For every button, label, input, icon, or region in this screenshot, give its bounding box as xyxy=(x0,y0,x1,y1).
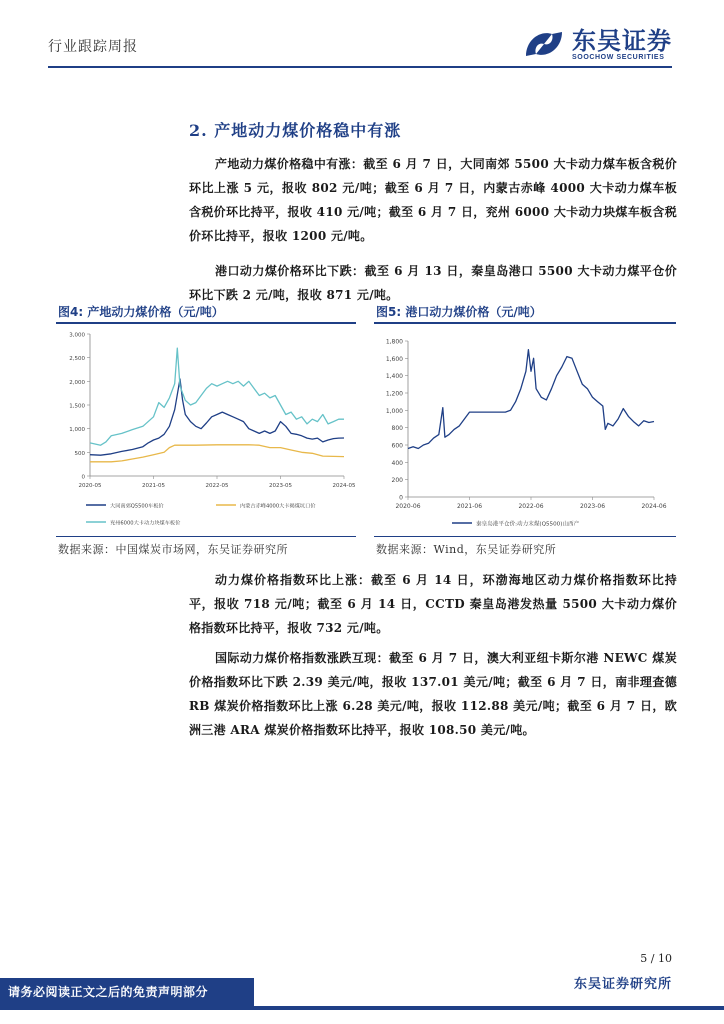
chart5-y-tick-label: 200 xyxy=(391,477,403,485)
origin-coal-price-chart xyxy=(56,326,362,532)
chart5-y-tick-label: 1,200 xyxy=(385,390,403,398)
disclaimer-banner: 请务必阅读正文之后的免责声明部分 xyxy=(0,978,254,1006)
chart5-x-tick-label: 2020-06 xyxy=(395,503,421,510)
chart4-legend-label-2: 内蒙古赤峰4000大卡褐煤坑口价 xyxy=(240,503,316,510)
figure-5-bottom-rule xyxy=(374,536,676,537)
figure-4-top-rule xyxy=(56,322,356,324)
chart4-legend-label-3: 兖州6000大卡动力块煤车板价 xyxy=(110,520,181,527)
chart5-x-tick-label: 2022-06 xyxy=(518,503,544,510)
header-rule xyxy=(48,66,672,68)
brand-logo xyxy=(522,26,672,62)
chart5-y-tick-label: 800 xyxy=(391,425,403,433)
chart4-x-tick-label: 2020-05 xyxy=(78,483,102,489)
chart5-x-tick-label: 2023-06 xyxy=(579,503,606,510)
origin-coal-price-chart-svg xyxy=(56,326,362,532)
paragraph-international-price: 国际动力煤价格指数涨跌互现：截至 6 月 7 日，澳大利亚纽卡斯尔港 NEWC 煤炭价格指数环比下跌 2.39 美元/吨，报收 137.01 美元/吨；截至 6 月 7 日，南非理查德 RB 煤炭价格指数环比上涨 6.28 美元/吨，报收 112.88 美元/吨；截至 6 月 7 日，欧洲三港 ARA 煤炭价格指数环比持平，报收 108.50 美元/吨。 xyxy=(189,651,677,737)
soochow-logo-icon xyxy=(522,26,566,62)
chart4-series-line-1 xyxy=(90,379,344,455)
chart5-y-tick-label: 1,400 xyxy=(385,373,403,381)
brand-name-cn: 东吴证券 xyxy=(572,26,672,55)
chart4-x-tick-label: 2022-05 xyxy=(205,483,229,489)
port-coal-price-chart xyxy=(374,326,676,532)
chart4-y-tick-label: 0 xyxy=(81,474,85,481)
paragraph-port-price: 港口动力煤价格环比下跌：截至 6 月 13 日，秦皇岛港口 5500 大卡动力煤平仓价环比下跌 2 元/吨，报收 871 元/吨。 xyxy=(189,264,677,302)
chart4-y-tick-label: 1,500 xyxy=(69,403,85,410)
paragraph-origin-price: 产地动力煤价格稳中有涨：截至 6 月 7 日，大同南郊 5500 大卡动力煤车板含税价环比上涨 5 元，报收 802 元/吨；截至 6 月 7 日，内蒙古赤峰 4000 大卡动力煤车板含税价环比持平，报收 410 元/吨；截至 6 月 7 日，兖州 6000 大卡动力块煤车板含税价环比持平，报收 1200 元/吨。 xyxy=(189,157,677,243)
chart5-y-tick-label: 600 xyxy=(391,442,403,450)
chart5-x-tick-label: 2021-06 xyxy=(456,503,483,510)
chart5-y-tick-label: 1,800 xyxy=(385,338,403,346)
page-number: 5 / 10 xyxy=(640,952,672,965)
paragraph-index-price: 动力煤价格指数环比上涨：截至 6 月 14 日，环渤海地区动力煤价格指数环比持平，报收 718 元/吨；截至 6 月 14 日，CCTD 秦皇岛港发热量 5500 大卡动力煤价格指数环比持平，报收 732 元/吨。 xyxy=(189,573,677,635)
chart4-x-tick-label: 2021-05 xyxy=(142,483,165,489)
chart5-y-tick-label: 0 xyxy=(399,494,403,502)
chart5-y-tick-label: 1,600 xyxy=(385,355,403,363)
section-title: 2. 产地动力煤价格稳中有涨 xyxy=(189,121,402,140)
figure-4-bottom-rule xyxy=(56,536,356,537)
chart5-legend-label-1: 秦皇岛港平仓价:动力末煤(Q5500)山西产 xyxy=(476,521,580,528)
chart4-x-tick-label: 2023-05 xyxy=(269,483,292,489)
chart4-legend-label-1: 大同南郊Q5500车板价 xyxy=(110,503,164,510)
figure-4-title: 图4: 产地动力煤价格（元/吨） xyxy=(58,305,224,319)
figure-4-source: 数据来源：中国煤炭市场网，东吴证券研究所 xyxy=(58,543,288,556)
chart4-series-line-2 xyxy=(90,445,344,462)
figure-5-top-rule xyxy=(374,322,676,324)
brand-name-en: SOOCHOW SECURITIES xyxy=(572,53,665,61)
report-type: 行业跟踪周报 xyxy=(48,39,138,55)
chart4-y-tick-label: 3,000 xyxy=(69,332,85,339)
chart5-y-tick-label: 400 xyxy=(391,459,403,467)
figure-5-title: 图5: 港口动力煤价格（元/吨） xyxy=(376,305,542,319)
chart4-x-tick-label: 2024-05 xyxy=(332,483,356,489)
figure-5-source: 数据来源：Wind，东吴证券研究所 xyxy=(376,543,557,556)
footer-organization: 东吴证券研究所 xyxy=(573,977,672,992)
chart5-x-tick-label: 2024-06 xyxy=(641,503,667,510)
chart5-y-tick-label: 1,000 xyxy=(385,407,403,415)
chart5-series-line-1 xyxy=(408,350,654,449)
chart4-y-tick-label: 2,000 xyxy=(69,379,85,386)
chart4-y-tick-label: 2,500 xyxy=(69,356,85,363)
chart4-y-tick-label: 500 xyxy=(74,450,85,457)
chart4-y-tick-label: 1,000 xyxy=(69,427,85,434)
port-coal-price-chart-svg xyxy=(374,326,676,532)
chart4-series-line-3 xyxy=(90,348,344,445)
footer-rule xyxy=(0,1006,724,1010)
